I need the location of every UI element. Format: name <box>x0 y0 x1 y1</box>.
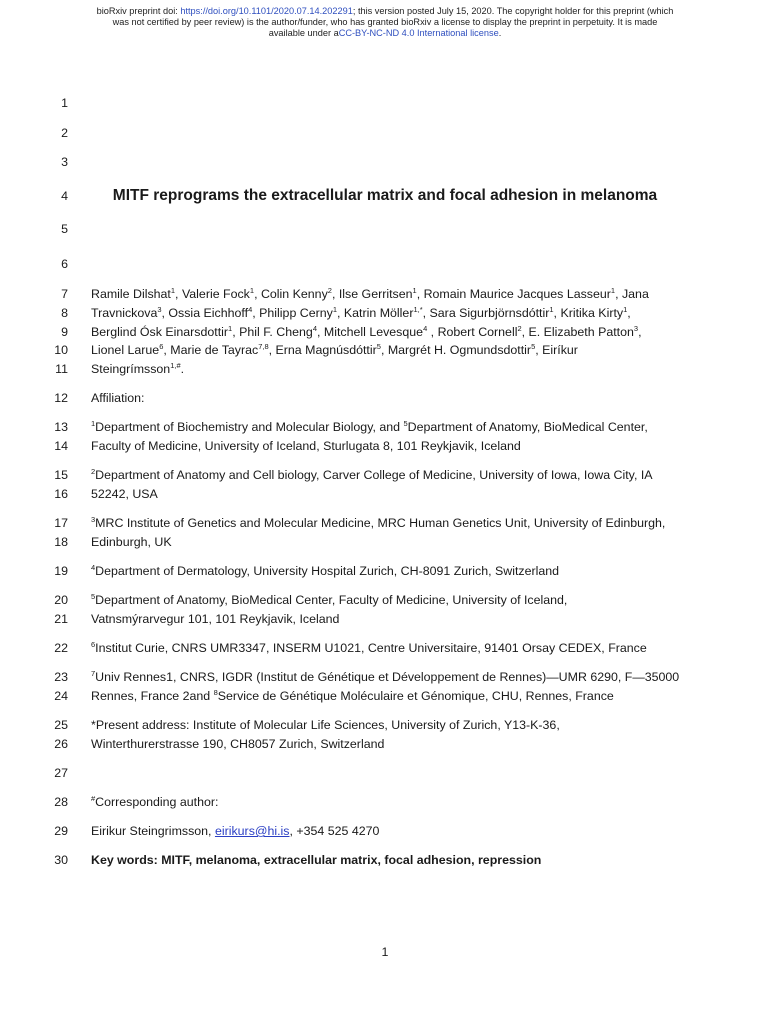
author: Ossia Eichhoff <box>168 306 249 320</box>
line-number: 26 <box>54 737 68 751</box>
affiliation-continued: Rennes, France 2and $^8$Service de Génétique Moléculaire et Génomique, CHU, Rennes, France <box>91 688 614 703</box>
line-number: 25 <box>54 718 68 732</box>
author: Steingrímsson <box>91 362 171 376</box>
author: Colin Kenny <box>260 287 328 301</box>
author: Jana <box>621 287 649 301</box>
line-number: 5 <box>61 222 68 236</box>
header-line-1: bioRxiv preprint doi: https://doi.org/10.1101/2020.07.14.202291; this version posted July 15, 2020. The copyright holder for this preprint (which <box>96 6 674 16</box>
author: Robert Cornell <box>437 325 518 339</box>
line-number: 29 <box>54 824 68 838</box>
line-number: 30 <box>54 853 68 867</box>
affiliation-continued: Faculty of Medicine, University of Iceland, Sturlugata 8, 101 Reykjavik, Iceland <box>91 439 521 453</box>
line-number: 11 <box>55 362 68 376</box>
affiliation-continued: Edinburgh, UK <box>91 535 172 549</box>
affiliation: $^7$Univ Rennes1, CNRS, IGDR (Institut de Génétique et Développement de Rennes)—UMR 6290, F—35000 <box>91 669 680 684</box>
line-number: 21 <box>54 612 68 626</box>
line-number: 9 <box>61 325 68 339</box>
keywords: Key words: MITF, melanoma, extracellular matrix, focal adhesion, repression <box>91 853 542 867</box>
license-link[interactable]: CC-BY-NC-ND 4.0 International license <box>338 28 499 38</box>
paper-title: MITF reprograms the extracellular matrix and focal adhesion in melanoma <box>112 187 658 204</box>
author: E. Elizabeth Patton <box>528 325 634 339</box>
preprint-header <box>40 6 730 39</box>
author: Phil F. Cheng <box>239 325 313 339</box>
author: Berglind Ósk Einarsdottir <box>91 325 229 339</box>
line-number: 8 <box>61 306 68 320</box>
line-number: 7 <box>61 287 68 301</box>
present-address: *Present address: Institute of Molecular Life Sciences, University of Zurich, Y13-K-36, <box>91 718 560 732</box>
author: Mitchell Levesque <box>323 325 424 339</box>
author: Ilse Gerritsen <box>338 287 413 301</box>
corresponding-author-label: #Corresponding author: <box>91 794 219 809</box>
affiliation-label: Affiliation: <box>91 391 145 405</box>
affiliation-continued: 52242, USA <box>91 487 158 501</box>
line-number: 6 <box>61 257 68 271</box>
line-number: 3 <box>61 155 68 169</box>
corresponding-author-contact: Eirikur Steingrimsson, eirikurs@hi.is, +354 525 4270 <box>91 824 380 838</box>
line-number: 22 <box>54 641 68 655</box>
affiliation: $^5$Department of Anatomy, BioMedical Center, Faculty of Medicine, University of Iceland, <box>91 592 568 607</box>
line-number: 28 <box>54 795 68 809</box>
line-number: 17 <box>54 516 68 530</box>
line-number: 1 <box>61 96 68 110</box>
author-line: Steingrímsson$^{1,\#}$. <box>91 361 185 376</box>
email-link[interactable]: eirikurs@hi.is <box>214 824 290 838</box>
affiliation: $^4$Department of Dermatology, University Hospital Zurich, CH-8091 Zurich, Switzerland <box>91 563 560 578</box>
line-number: 2 <box>61 126 68 140</box>
author-line: Travnickova$^3$, Ossia Eichhoff$^4$, Philipp Cerny$^1$, Katrin Möller$^{1,*}$, Sara Sigurbjörnsdóttir$^1$, Kritika Kirty$^1$, <box>91 305 631 320</box>
line-number: 13 <box>54 420 68 434</box>
author: Lionel Larue <box>91 343 160 357</box>
line-number: 18 <box>54 535 68 549</box>
line-number: 27 <box>54 766 68 780</box>
author: Philipp Cerny <box>259 306 333 320</box>
line-number: 14 <box>54 439 68 453</box>
author: Margrét H. Ogmundsdottir <box>387 343 532 357</box>
line-number: 10 <box>54 343 68 357</box>
author-line: Berglind Ósk Einarsdottir$^1$, Phil F. Cheng$^4$, Mitchell Levesque$^4$ , Robert Cornell$^2$, E. Elizabeth Patton$^3$, <box>91 324 642 339</box>
line-number: 16 <box>54 487 68 501</box>
author: Marie de Tayrac <box>170 343 259 357</box>
affiliation-continued: Vatnsmýrarvegur 101, 101 Reykjavik, Iceland <box>91 612 340 626</box>
header-line-3: available under aCC-BY-NC-ND 4.0 International license. <box>268 28 502 38</box>
author: Sara Sigurbjörnsdóttir <box>429 306 550 320</box>
author: Ramile Dilshat <box>91 287 171 301</box>
author: Valerie Fock <box>181 287 250 301</box>
line-number: 12 <box>54 391 68 405</box>
author: Katrin Möller <box>343 306 414 320</box>
header-line-2: was not certified by peer review) is the author/funder, who has granted bioRxiv a license to display the preprint in perpetuity. It is made <box>112 17 658 27</box>
present-address-continued: Winterthurerstrasse 190, CH8057 Zurich, Switzerland <box>91 737 385 751</box>
author: Travnickova <box>91 306 158 320</box>
author: Romain Maurice Jacques Lasseur <box>423 287 611 301</box>
doi-link[interactable]: https://doi.org/10.1101/2020.07.14.202291 <box>180 6 353 16</box>
line-number: 20 <box>54 593 68 607</box>
page-number: 1 <box>381 945 389 959</box>
author: Erna Magnúsdóttir <box>275 343 377 357</box>
affiliation: $^1$Department of Biochemistry and Molecular Biology, and $^5$Department of Anatomy, BioMedical Center, <box>91 419 648 434</box>
author: Kritika Kirty <box>560 306 624 320</box>
line-number: 19 <box>54 564 68 578</box>
line-number: 24 <box>54 689 68 703</box>
line-number: 23 <box>54 670 68 684</box>
affiliation: $^6$Institut Curie, CNRS UMR3347, INSERM U1021, Centre Universitaire, 91401 Orsay CEDEX, France <box>91 640 647 655</box>
author: Eiríkur <box>542 343 578 357</box>
author-line: Ramile Dilshat$^1$, Valerie Fock$^1$, Colin Kenny$^2$, Ilse Gerritsen$^1$, Romain Maurice Jacques Lasseur$^1$, Jana <box>91 286 649 301</box>
line-number: 15 <box>54 468 68 482</box>
affiliation: $^2$Department of Anatomy and Cell biology, Carver College of Medicine, University of Iowa, Iowa City, IA <box>91 467 653 482</box>
affiliation: $^3$MRC Institute of Genetics and Molecular Medicine, MRC Human Genetics Unit, University of Edinburgh, <box>91 515 666 530</box>
author-line: Lionel Larue$^6$, Marie de Tayrac$^{7,8}$, Erna Magnúsdóttir$^5$, Margrét H. Ogmundsdottir$^5$, Eiríkur <box>91 342 578 357</box>
line-number: 4 <box>61 189 68 203</box>
